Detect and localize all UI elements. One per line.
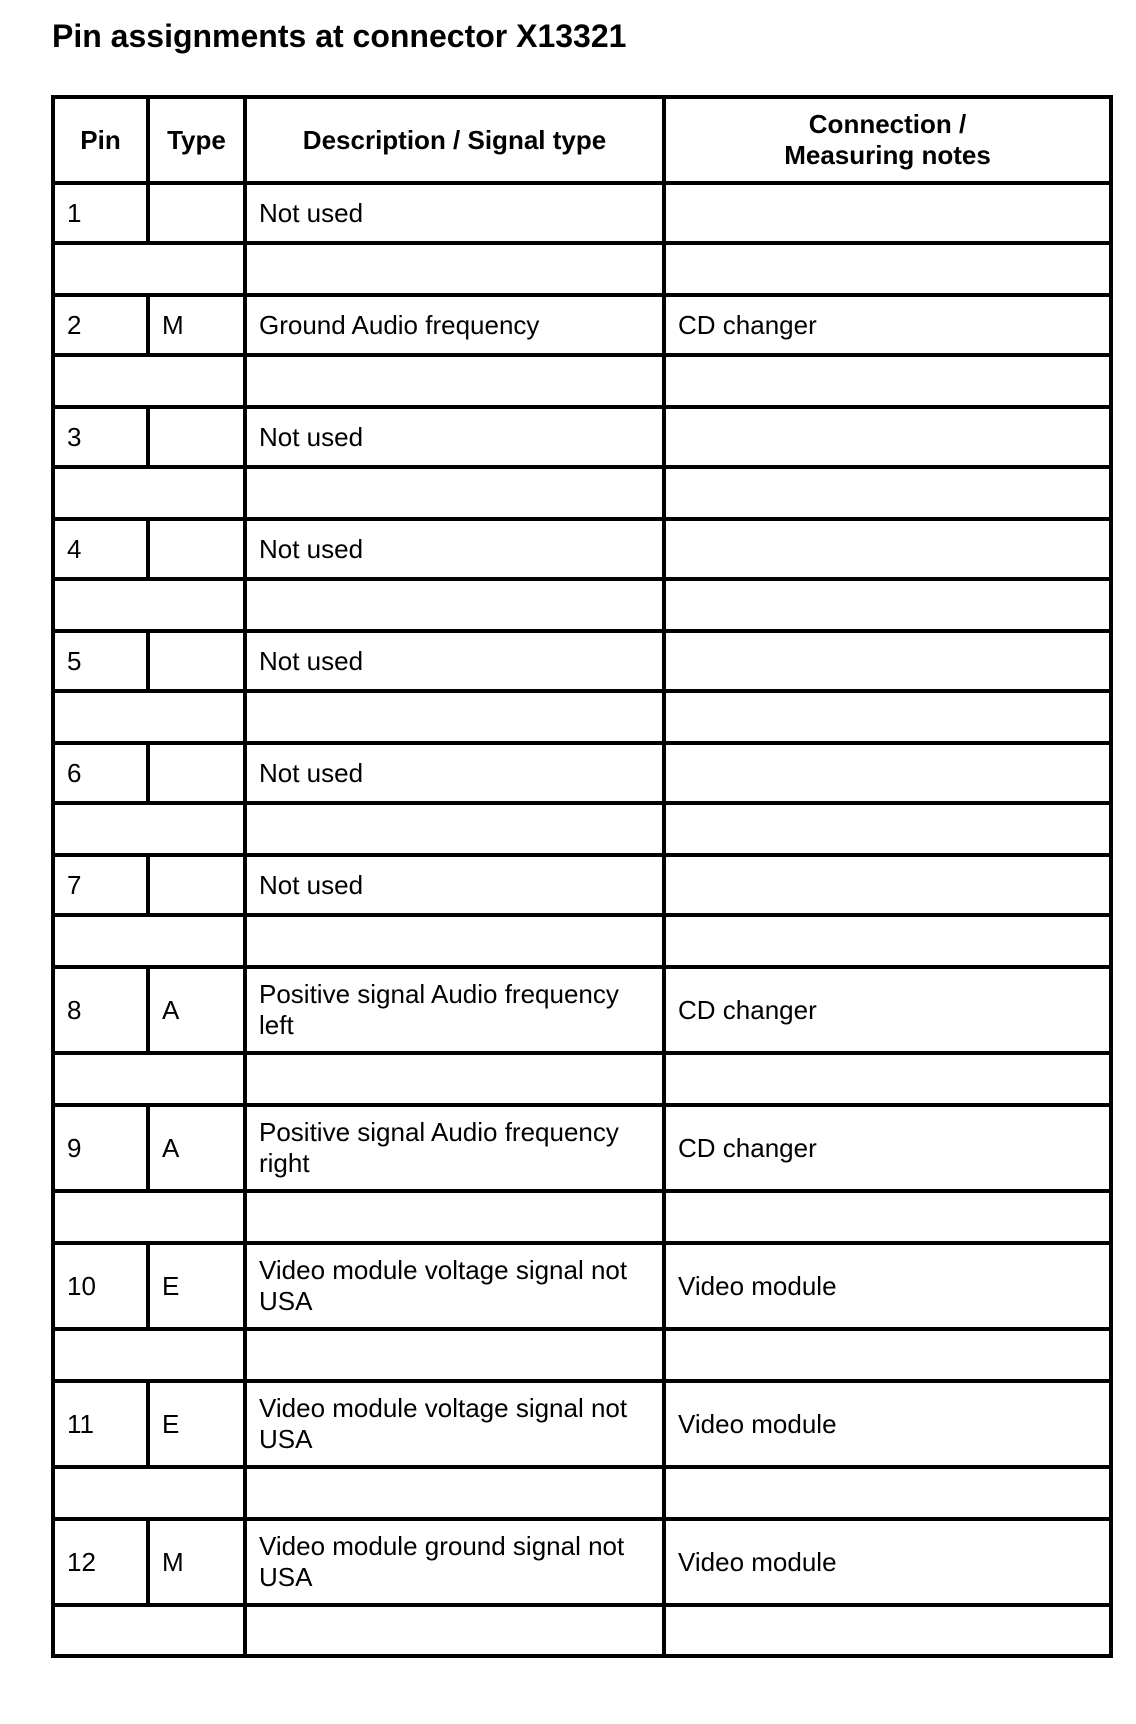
cell-description: Not used [245,407,664,467]
spacer-cell [53,1191,245,1243]
cell-connection: Video module [664,1519,1111,1605]
spacer-cell [53,243,245,295]
cell-pin: 10 [53,1243,148,1329]
table-spacer-row [53,1605,1111,1656]
cell-connection [664,855,1111,915]
spacer-cell [53,1467,245,1519]
spacer-cell [53,579,245,631]
table-row [53,1381,1111,1467]
spacer-cell [245,243,664,295]
pin-assignment-table [51,95,1113,1658]
spacer-cell [664,1467,1111,1519]
table-row [53,1519,1111,1605]
spacer-cell [664,355,1111,407]
cell-connection: CD changer [664,1105,1111,1191]
table-spacer-row [53,1191,1111,1243]
cell-pin: 9 [53,1105,148,1191]
header-pin: Pin [53,97,148,183]
table-row [53,295,1111,355]
header-connection-line2: Measuring notes [784,140,991,170]
cell-type [148,855,245,915]
spacer-cell [664,1605,1111,1656]
cell-connection: CD changer [664,967,1111,1053]
spacer-cell [664,243,1111,295]
spacer-cell [245,1605,664,1656]
cell-type [148,183,245,243]
cell-pin: 4 [53,519,148,579]
spacer-cell [245,691,664,743]
page-title: Pin assignments at connector X13321 [52,18,627,54]
cell-type: E [148,1381,245,1467]
spacer-cell [664,467,1111,519]
spacer-cell [53,803,245,855]
cell-description: Positive signal Audio frequency left [245,967,664,1053]
spacer-cell [245,1467,664,1519]
cell-connection [664,407,1111,467]
table-spacer-row [53,243,1111,295]
cell-connection: Video module [664,1381,1111,1467]
cell-connection [664,519,1111,579]
cell-type [148,743,245,803]
cell-pin: 11 [53,1381,148,1467]
spacer-cell [664,915,1111,967]
table-row [53,183,1111,243]
spacer-cell [245,1053,664,1105]
table-row [53,407,1111,467]
cell-type [148,407,245,467]
table-row [53,743,1111,803]
spacer-cell [53,1329,245,1381]
spacer-cell [664,1329,1111,1381]
spacer-cell [53,915,245,967]
spacer-cell [664,579,1111,631]
spacer-cell [53,1605,245,1656]
spacer-cell [664,691,1111,743]
cell-type: M [148,1519,245,1605]
cell-description: Not used [245,855,664,915]
cell-pin: 12 [53,1519,148,1605]
header-type: Type [148,97,245,183]
table-row [53,967,1111,1053]
cell-pin: 3 [53,407,148,467]
table-spacer-row [53,691,1111,743]
cell-pin: 2 [53,295,148,355]
table-row [53,1105,1111,1191]
cell-type: A [148,967,245,1053]
spacer-cell [245,1329,664,1381]
cell-connection: CD changer [664,295,1111,355]
table-row [53,855,1111,915]
cell-type: A [148,1105,245,1191]
spacer-cell [664,1053,1111,1105]
spacer-cell [245,1191,664,1243]
cell-description: Not used [245,743,664,803]
cell-description: Video module voltage signal not USA [245,1381,664,1467]
table-header-row [53,97,1111,183]
table-spacer-row [53,355,1111,407]
cell-description: Not used [245,631,664,691]
cell-connection [664,743,1111,803]
table-row [53,631,1111,691]
table-spacer-row [53,803,1111,855]
cell-pin: 5 [53,631,148,691]
cell-pin: 8 [53,967,148,1053]
table-spacer-row [53,1053,1111,1105]
spacer-cell [245,467,664,519]
table-spacer-row [53,579,1111,631]
cell-pin: 6 [53,743,148,803]
spacer-cell [53,1053,245,1105]
cell-description: Positive signal Audio frequency right [245,1105,664,1191]
spacer-cell [245,915,664,967]
cell-description: Not used [245,519,664,579]
table-spacer-row [53,915,1111,967]
table-spacer-row [53,467,1111,519]
spacer-cell [53,467,245,519]
cell-description: Video module ground signal not USA [245,1519,664,1605]
spacer-cell [664,1191,1111,1243]
cell-type: M [148,295,245,355]
cell-connection [664,183,1111,243]
table-row [53,1243,1111,1329]
cell-description: Video module voltage signal not USA [245,1243,664,1329]
cell-type [148,519,245,579]
cell-connection: Video module [664,1243,1111,1329]
spacer-cell [53,355,245,407]
cell-pin: 1 [53,183,148,243]
cell-type: E [148,1243,245,1329]
spacer-cell [245,355,664,407]
table-spacer-row [53,1329,1111,1381]
spacer-cell [245,803,664,855]
cell-connection [664,631,1111,691]
cell-description: Ground Audio frequency [245,295,664,355]
table-spacer-row [53,1467,1111,1519]
header-connection-line1: Connection / [808,109,967,139]
header-connection [664,97,1111,183]
header-description: Description / Signal type [245,97,664,183]
cell-type [148,631,245,691]
spacer-cell [664,803,1111,855]
table-row [53,519,1111,579]
cell-pin: 7 [53,855,148,915]
cell-description: Not used [245,183,664,243]
spacer-cell [53,691,245,743]
spacer-cell [245,579,664,631]
